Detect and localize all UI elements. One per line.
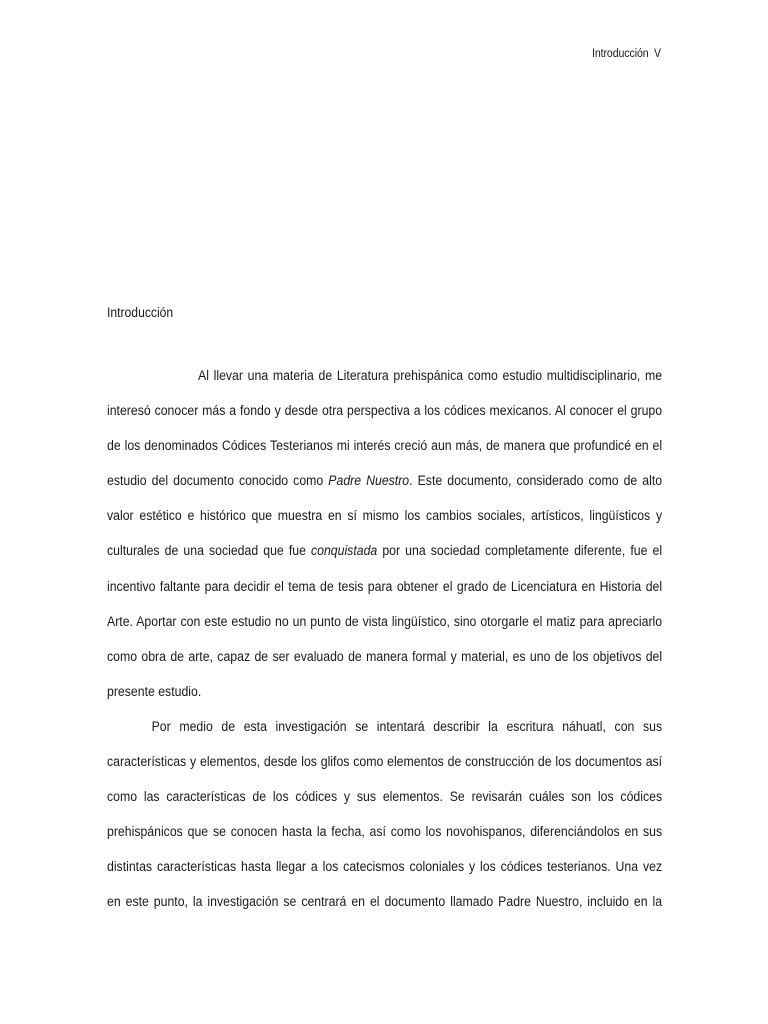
paragraph-2-line: prehispánicos que se conocen hasta la fecha, así como los novohispanos, diferenciándolos en sus [107, 824, 663, 840]
text-run: por una sociedad completamente diferente, fue el [377, 543, 663, 559]
section-heading: Introducción [107, 305, 174, 320]
paragraph-2-line: en este punto, la investigación se centrará en el documento llamado Padre Nuestro, incluido en la [107, 894, 663, 910]
paragraph-1-line: incentivo faltante para decidir el tema de tesis para obtener el grado de Licenciatura en Historia del [107, 578, 663, 594]
page-number: V [654, 48, 661, 60]
paragraph-1-line: Al llevar una materia de Literatura prehispánica como estudio multidisciplinario, me [198, 368, 663, 383]
italic-title-padre-nuestro: Padre Nuestro [328, 473, 410, 489]
paragraph-1-line: valor estético e histórico que muestra en sí mismo los cambios sociales, artísticos, lingüísticos y [107, 508, 663, 524]
paragraph-1-line: interesó conocer más a fondo y desde otra perspectiva a los códices mexicanos. Al conocer el grupo [107, 403, 663, 419]
paragraph-2-line: Por medio de esta investigación se intentará describir la escritura náhuatl, con sus [151, 718, 663, 734]
paragraph-2-line: características y elementos, desde los glifos como elementos de construcción de los documentos así [107, 754, 663, 770]
paragraph-1-line [107, 541, 662, 576]
paragraph-1-line: de los denominados Códices Testerianos mi interés creció aun más, de manera que profundicé en el [107, 438, 663, 454]
italic-word-conquistada: conquistada [310, 543, 378, 559]
paragraph-2-line: como las características de los códices y sus elementos. Se revisarán cuáles son los códices [107, 789, 663, 805]
paragraph-1-line [107, 471, 662, 506]
paragraph-1-line: como obra de arte, capaz de ser evaluado de manera formal y material, es uno de los objetivos del [107, 648, 663, 664]
text-run: estudio del documento conocido como [107, 473, 329, 489]
text-run: . Este documento, considerado como de alto [409, 473, 663, 489]
paragraph-1-line: Arte. Aportar con este estudio no un punto de vista lingüístico, sino otorgarle el matiz para apreciarlo [107, 613, 663, 629]
paragraph-2-line: distintas características hasta llegar a los catecismos coloniales y los códices testerianos. Una vez [107, 859, 663, 875]
body-text [107, 366, 662, 928]
running-header-section: Introducción [591, 48, 649, 60]
text-run: culturales de una sociedad que fue [107, 543, 311, 559]
paragraph-1-line: presente estudio. [107, 683, 202, 699]
running-header [592, 48, 661, 60]
